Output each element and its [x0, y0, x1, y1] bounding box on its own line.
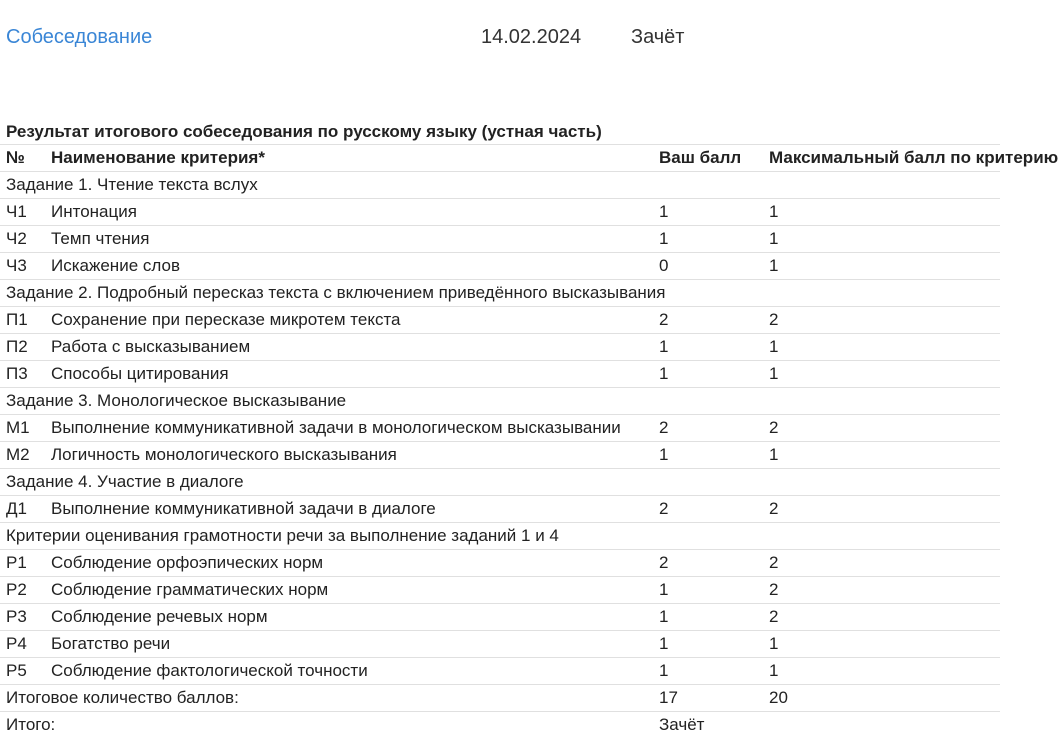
criterion-code: Р3: [0, 604, 51, 631]
criterion-row: [0, 253, 1000, 280]
criterion-code: П1: [0, 307, 51, 334]
criterion-row: [0, 442, 1000, 469]
criterion-score: 1: [657, 604, 763, 631]
criterion-row: [0, 631, 1000, 658]
criterion-name: Способы цитирования: [51, 361, 657, 388]
exam-date: 14.02.2024: [481, 26, 581, 49]
criterion-code: Ч1: [0, 199, 51, 226]
criterion-score: 0: [657, 253, 763, 280]
section-row: [0, 469, 1000, 496]
criterion-name: Сохранение при пересказе микротем текста: [51, 307, 657, 334]
criterion-code: Р5: [0, 658, 51, 685]
criterion-code: П3: [0, 361, 51, 388]
criterion-code: Д1: [0, 496, 51, 523]
criterion-row: [0, 550, 1000, 577]
criterion-score: 1: [657, 631, 763, 658]
results-block: [0, 120, 951, 738]
total-score: 17: [657, 685, 763, 712]
section-row: [0, 388, 1000, 415]
criterion-score: 1: [657, 577, 763, 604]
result-value: Зачёт: [657, 712, 763, 738]
section-title: Задание 1. Чтение текста вслух: [0, 172, 1000, 199]
criterion-max: 2: [763, 550, 1000, 577]
criterion-row: [0, 307, 1000, 334]
section-row: [0, 172, 1000, 199]
result-label: Итого:: [0, 712, 657, 738]
result-row: [0, 712, 1000, 738]
total-label: Итоговое количество баллов:: [0, 685, 657, 712]
section-title: Задание 4. Участие в диалоге: [0, 469, 1000, 496]
criterion-row: [0, 496, 1000, 523]
criterion-max: 1: [763, 361, 1000, 388]
results-table: [0, 144, 1000, 738]
criterion-name: Выполнение коммуникативной задачи в монологическом высказывании: [51, 415, 657, 442]
section-row: [0, 523, 1000, 550]
criterion-row: [0, 226, 1000, 253]
criterion-row: [0, 199, 1000, 226]
results-table-body: [0, 172, 1000, 738]
criterion-max: 2: [763, 496, 1000, 523]
criterion-score: 1: [657, 199, 763, 226]
criterion-name: Работа с высказыванием: [51, 334, 657, 361]
criterion-score: 1: [657, 334, 763, 361]
criterion-name: Соблюдение орфоэпических норм: [51, 550, 657, 577]
criterion-max: 1: [763, 253, 1000, 280]
criterion-row: [0, 658, 1000, 685]
criterion-score: 2: [657, 307, 763, 334]
criterion-max: 1: [763, 226, 1000, 253]
criterion-row: [0, 604, 1000, 631]
result-empty: [763, 712, 1000, 738]
exam-status: Зачёт: [631, 26, 684, 49]
exam-header: [0, 24, 951, 52]
criterion-score: 2: [657, 550, 763, 577]
criterion-name: Выполнение коммуникативной задачи в диалоге: [51, 496, 657, 523]
column-header-name: Наименование критерия*: [51, 145, 657, 172]
criterion-code: П2: [0, 334, 51, 361]
criterion-max: 2: [763, 604, 1000, 631]
criterion-row: [0, 577, 1000, 604]
criterion-max: 2: [763, 307, 1000, 334]
criterion-max: 1: [763, 199, 1000, 226]
criterion-max: 1: [763, 658, 1000, 685]
criterion-name: Темп чтения: [51, 226, 657, 253]
criterion-max: 2: [763, 577, 1000, 604]
criterion-max: 1: [763, 334, 1000, 361]
criterion-name: Богатство речи: [51, 631, 657, 658]
total-row: [0, 685, 1000, 712]
criterion-score: 1: [657, 658, 763, 685]
criterion-name: Соблюдение фактологической точности: [51, 658, 657, 685]
total-max: 20: [763, 685, 1000, 712]
criterion-row: [0, 334, 1000, 361]
column-header-num: №: [0, 145, 51, 172]
section-title: Задание 2. Подробный пересказ текста с включением приведённого высказывания: [0, 280, 1000, 307]
criterion-name: Искажение слов: [51, 253, 657, 280]
criterion-name: Интонация: [51, 199, 657, 226]
criterion-score: 2: [657, 415, 763, 442]
criterion-code: Р1: [0, 550, 51, 577]
criterion-max: 1: [763, 442, 1000, 469]
table-header-row: [0, 145, 1000, 172]
criterion-code: Р4: [0, 631, 51, 658]
section-title: Критерии оценивания грамотности речи за выполнение заданий 1 и 4: [0, 523, 1000, 550]
criterion-row: [0, 361, 1000, 388]
results-title: Результат итогового собеседования по русскому языку (устная часть): [0, 120, 951, 144]
criterion-score: 2: [657, 496, 763, 523]
criterion-score: 1: [657, 226, 763, 253]
criterion-name: Соблюдение грамматических норм: [51, 577, 657, 604]
exam-name-link[interactable]: Собеседование: [6, 26, 152, 49]
criterion-score: 1: [657, 361, 763, 388]
criterion-name: Логичность монологического высказывания: [51, 442, 657, 469]
criterion-code: М1: [0, 415, 51, 442]
section-title: Задание 3. Монологическое высказывание: [0, 388, 1000, 415]
criterion-row: [0, 415, 1000, 442]
criterion-code: Р2: [0, 577, 51, 604]
criterion-name: Соблюдение речевых норм: [51, 604, 657, 631]
criterion-code: Ч2: [0, 226, 51, 253]
criterion-code: Ч3: [0, 253, 51, 280]
column-header-max: Максимальный балл по критерию: [763, 145, 1000, 172]
criterion-score: 1: [657, 442, 763, 469]
criterion-code: М2: [0, 442, 51, 469]
section-row: [0, 280, 1000, 307]
criterion-max: 1: [763, 631, 1000, 658]
column-header-score: Ваш балл: [657, 145, 763, 172]
criterion-max: 2: [763, 415, 1000, 442]
